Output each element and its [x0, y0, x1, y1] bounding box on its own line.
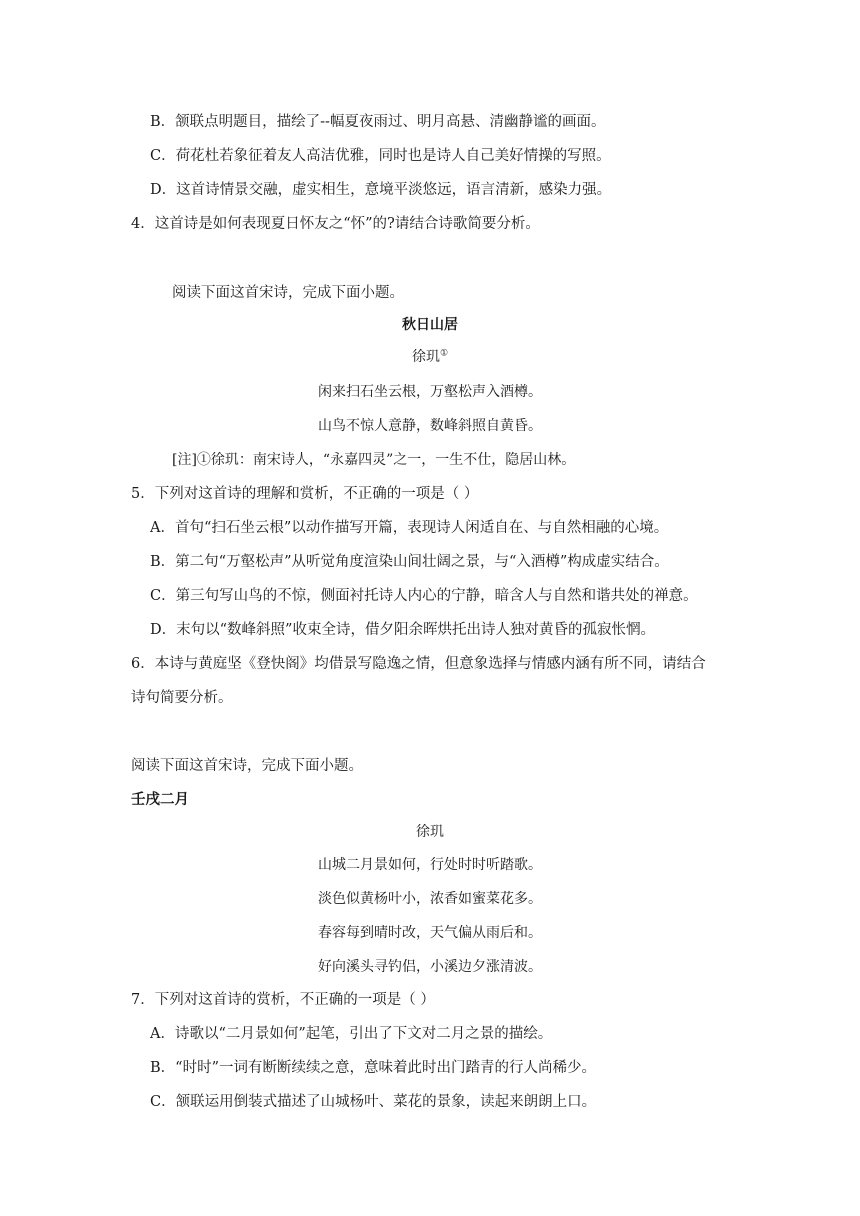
option-a: A．诗歌以“二月景如何”起笔，引出了下文对二月之景的描绘。 — [150, 1026, 553, 1042]
author-name: 徐玑 — [411, 349, 440, 365]
poem-line: 闲来扫石坐云根，万壑松声入酒樽。 — [318, 384, 542, 400]
poem-line: 淡色似黄杨叶小，浓香如蜜菜花多。 — [318, 891, 542, 907]
poem-line: 春容每到晴时改，天气偏从雨后和。 — [318, 925, 542, 941]
poem-line: 山城二月景如何，行处时时听踏歌。 — [318, 857, 542, 873]
option-b: B．颔联点明题目，描绘了--幅夏夜雨过、明月高悬、清幽静谧的画面。 — [150, 114, 606, 130]
poem-line: 山鸟不惊人意静，数峰斜照自黄昏。 — [318, 418, 542, 434]
option-c: C．荷花杜若象征着友人高洁优雅，同时也是诗人自己美好情操的写照。 — [150, 148, 611, 164]
option-b: B．第二句“万壑松声”从听觉角度渲染山间壮阔之景，与“入酒樽”构成虚实结合。 — [150, 554, 669, 570]
poem-title: 壬戌二月 — [131, 791, 189, 808]
option-c: C．第三句写山鸟的不惊，侧面衬托诗人内心的宁静，暗含人与自然和谐共处的禅意。 — [150, 588, 698, 604]
question-5: 5．下列对这首诗的理解和赏析，不正确的一项是（ ） — [131, 486, 479, 502]
question-4: 4．这首诗是如何表现夏日怀友之“怀”的?请结合诗歌简要分析。 — [131, 216, 540, 232]
option-a: A．首句“扫石坐云根”以动作描写开篇，表现诗人闲适自在、与自然相融的心境。 — [150, 520, 669, 536]
reading-intro: 阅读下面这首宋诗，完成下面小题。 — [131, 758, 363, 774]
footnote-marker: ① — [439, 348, 449, 359]
poem-footnote: [注]①徐玑：南宋诗人，“永嘉四灵”之一，一生不仕，隐居山林。 — [172, 452, 576, 468]
poem-title: 秋日山居 — [402, 317, 458, 333]
question-7: 7．下列对这首诗的赏析，不正确的一项是（ ） — [131, 992, 435, 1008]
option-b: B．“时时”一词有断断续续之意，意味着此时出门踏青的行人尚稀少。 — [150, 1060, 596, 1076]
option-d: D．这首诗情景交融，虚实相生，意境平淡悠远，语言清新，感染力强。 — [150, 182, 612, 198]
option-c: C．颔联运用倒装式描述了山城杨叶、菜花的景象，读起来朗朗上口。 — [150, 1094, 597, 1110]
reading-intro: 阅读下面这首宋诗，完成下面小题。 — [172, 285, 404, 301]
poem-author: 徐玑 — [416, 824, 444, 840]
question-6-continued: 诗句简要分析。 — [131, 690, 233, 706]
poem-line: 好向溪头寻钓侣，小溪边夕涨清波。 — [318, 959, 542, 975]
option-d: D．末句以“数峰斜照”收束全诗，借夕阳余晖烘托出诗人独对黄昏的孤寂怅惘。 — [150, 622, 655, 638]
question-6: 6．本诗与黄庭坚《登快阁》均借景写隐逸之情，但意象选择与情感内涵有所不同，请结合 — [131, 656, 706, 672]
poem-author — [0, 347, 860, 367]
